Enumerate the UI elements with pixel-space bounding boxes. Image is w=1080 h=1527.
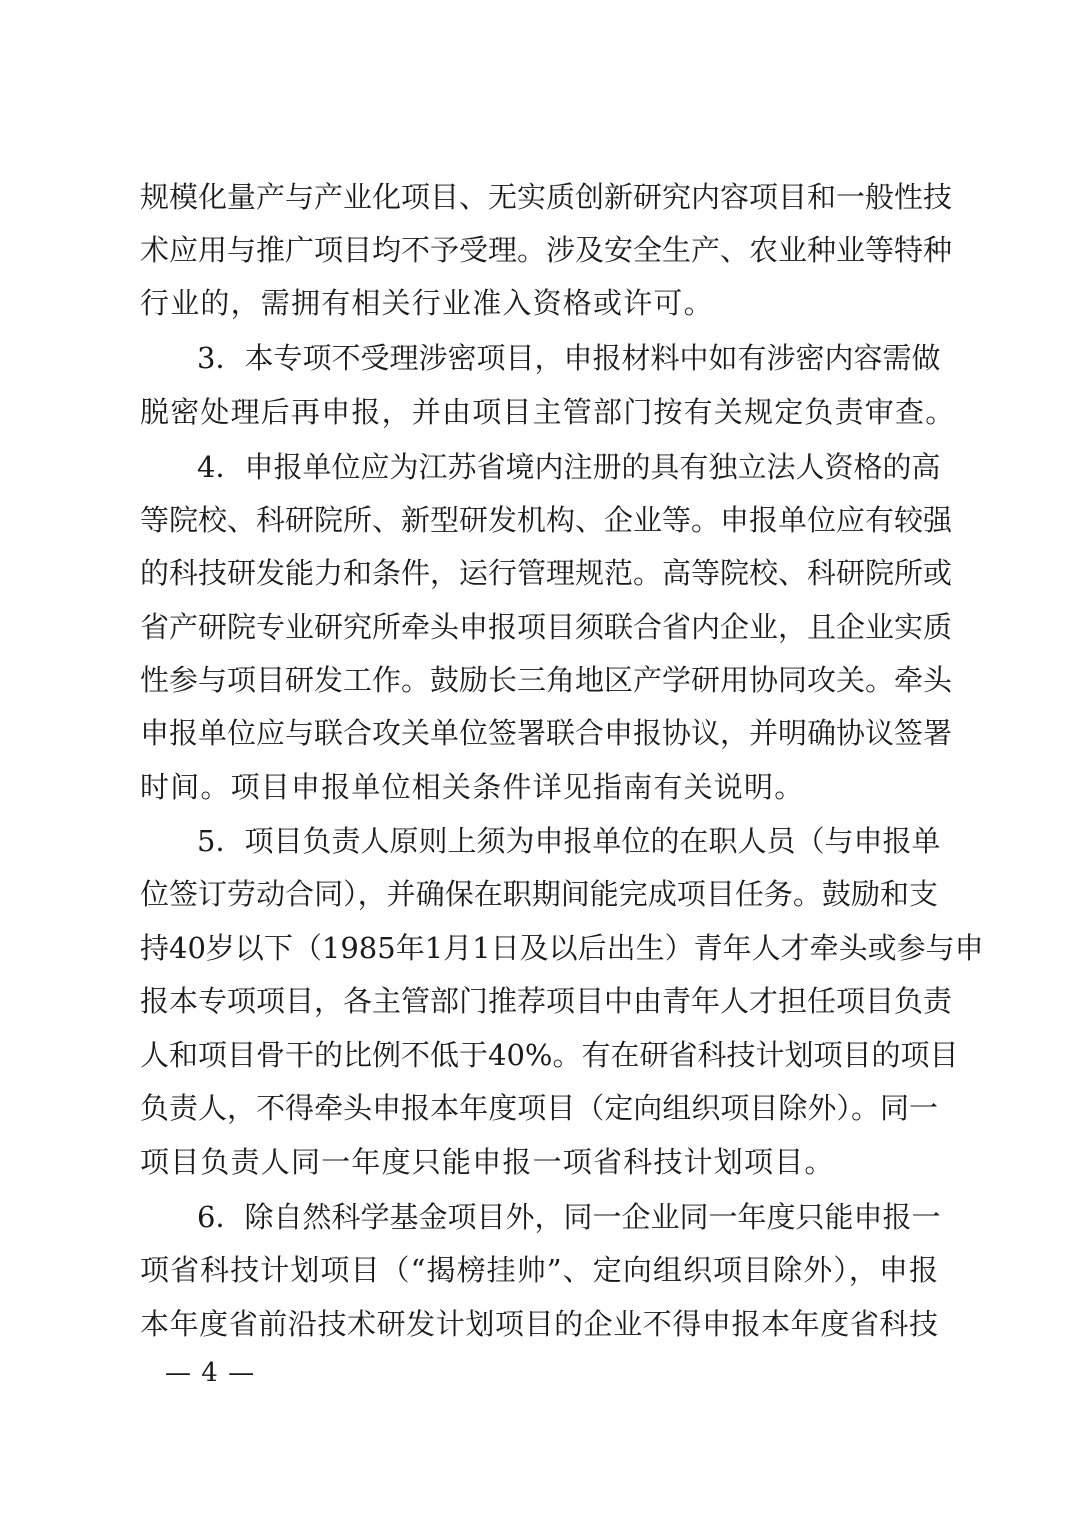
text-line-2: 术应用与推广项目均不予受理。涉及安全生产、农业种业等特种 <box>140 233 953 267</box>
text-line-8: 的科技研发能力和条件，运行管理规范。高等院校、科研院所或 <box>140 556 953 590</box>
text-line-12: 时间。项目申报单位相关条件详见指南有关说明。 <box>140 770 805 804</box>
text-line-20: 6．除自然科学基金项目外，同一企业同一年度只能申报一 <box>197 1200 941 1234</box>
text-line-1: 规模化量产与产业化项目、无实质创新研究内容项目和一般性技 <box>140 180 953 214</box>
text-line-6: 4．申报单位应为江苏省境内注册的具有独立法人资格的高 <box>197 450 941 484</box>
text-line-5: 脱密处理后再申报，并由项目主管部门按有关规定负责审查。 <box>140 395 956 429</box>
text-line-21: 项省科技计划项目（“揭榜挂帅”、定向组织项目除外），申报 <box>140 1253 938 1287</box>
text-line-19: 项目负责人同一年度只能申报一项省科技计划项目。 <box>140 1145 835 1179</box>
text-line-15: 持40岁以下（1985年1月1日及以后出生）青年人才牵头或参与申 <box>140 931 984 965</box>
text-line-10: 性参与项目研发工作。鼓励长三角地区产学研用协同攻关。牵头 <box>140 663 953 697</box>
text-line-7: 等院校、科研院所、新型研发机构、企业等。申报单位应有较强 <box>140 503 953 537</box>
text-line-3: 行业的，需拥有相关行业准入资格或许可。 <box>140 286 714 320</box>
text-line-13: 5．项目负责人原则上须为申报单位的在职人员（与申报单 <box>197 824 941 858</box>
text-line-17: 人和项目骨干的比例不低于40%。有在研省科技计划项目的项目 <box>140 1038 959 1072</box>
text-line-22: 本年度省前沿技术研发计划项目的企业不得申报本年度省科技 <box>140 1307 938 1341</box>
text-line-18: 负责人，不得牵头申报本年度项目（定向组织项目除外）。同一 <box>140 1091 938 1125</box>
text-line-16: 报本专项项目，各主管部门推荐项目中由青年人才担任项目负责 <box>140 984 953 1018</box>
text-line-4: 3．本专项不受理涉密项目，申报材料中如有涉密内容需做 <box>197 341 941 375</box>
text-line-11: 申报单位应与联合攻关单位签署联合申报协议，并明确协议签署 <box>140 716 953 750</box>
page-number: — 4 — <box>165 1358 256 1388</box>
text-line-9: 省产研院专业研究所牵头申报项目须联合省内企业，且企业实质 <box>140 610 953 644</box>
text-line-14: 位签订劳动合同），并确保在职期间能完成项目任务。鼓励和支 <box>140 877 938 911</box>
